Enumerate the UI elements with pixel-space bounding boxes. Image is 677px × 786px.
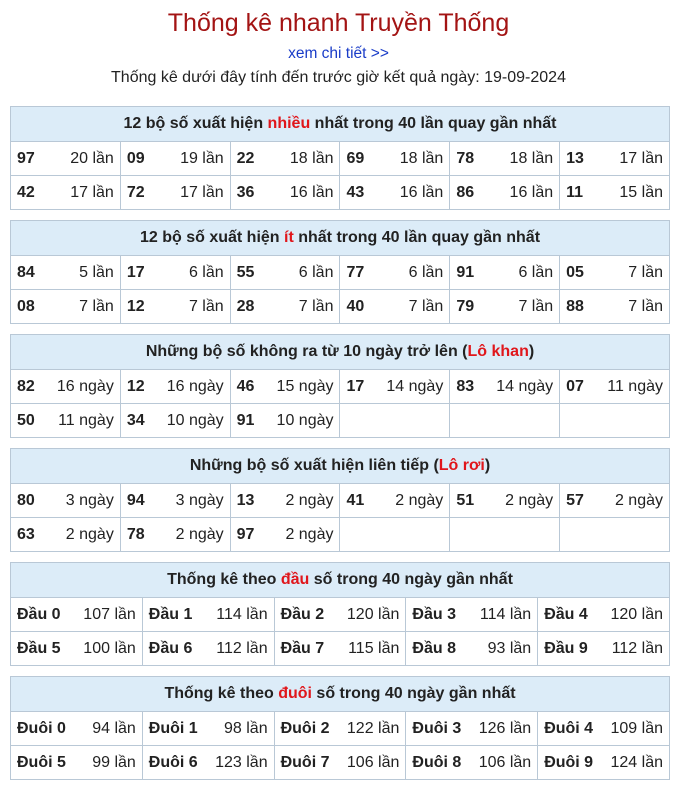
stat-cell: Đầu 2 120 lần xyxy=(274,598,406,632)
most-frequent-table xyxy=(10,106,670,210)
stat-cell: 17 14 ngày xyxy=(340,370,450,404)
stat-cell: Đuôi 7 106 lần xyxy=(274,746,406,780)
stat-cell: 08 7 lần xyxy=(11,290,121,324)
section-header: Thống kê theo đầu số trong 40 ngày gần nhất xyxy=(11,563,670,598)
section-header: Những bộ số không ra từ 10 ngày trở lên (Lô khan) xyxy=(11,335,670,370)
stat-cell: Đuôi 2 122 lần xyxy=(274,712,406,746)
lo-khan-table xyxy=(10,334,670,438)
stat-cell: 80 3 ngày xyxy=(11,484,121,518)
stat-cell: Đuôi 8 106 lần xyxy=(406,746,538,780)
table-row xyxy=(11,370,670,404)
stat-cell: 50 11 ngày xyxy=(11,404,121,438)
table-row xyxy=(11,484,670,518)
stat-cell: 42 17 lần xyxy=(11,176,121,210)
section-header: Thống kê theo đuôi số trong 40 ngày gần nhất xyxy=(11,677,670,712)
table-row xyxy=(11,142,670,176)
stat-cell: Đầu 4 120 lần xyxy=(538,598,670,632)
stat-cell: 05 7 lần xyxy=(560,256,670,290)
stat-cell: 43 16 lần xyxy=(340,176,450,210)
tail-digit-table xyxy=(10,676,670,780)
stat-cell xyxy=(450,404,560,438)
stat-cell: 13 17 lần xyxy=(560,142,670,176)
page-title: Thống kê nhanh Truyền Thống xyxy=(167,9,510,37)
table-row xyxy=(11,518,670,552)
head-digit-table xyxy=(10,562,670,666)
stat-cell: 94 3 ngày xyxy=(120,484,230,518)
stat-cell: 12 16 ngày xyxy=(120,370,230,404)
view-details-link[interactable]: xem chi tiết >> xyxy=(288,45,389,62)
stat-cell: 40 7 lần xyxy=(340,290,450,324)
stat-cell: 34 10 ngày xyxy=(120,404,230,438)
stat-cell: 17 6 lần xyxy=(120,256,230,290)
table-row xyxy=(11,712,670,746)
stat-cell: 78 18 lần xyxy=(450,142,560,176)
stat-cell xyxy=(450,518,560,552)
stat-cell xyxy=(340,518,450,552)
stat-cell: 36 16 lần xyxy=(230,176,340,210)
table-row xyxy=(11,632,670,666)
stat-cell: Đầu 8 93 lần xyxy=(406,632,538,666)
table-row xyxy=(11,598,670,632)
stat-cell: Đầu 1 114 lần xyxy=(142,598,274,632)
section-header: 12 bộ số xuất hiện nhiều nhất trong 40 lần quay gần nhất xyxy=(11,107,670,142)
stat-cell: Đầu 0 107 lần xyxy=(11,598,143,632)
stat-cell: 97 20 lần xyxy=(11,142,121,176)
stat-cell: 97 2 ngày xyxy=(230,518,340,552)
stat-cell xyxy=(560,518,670,552)
stat-cell: 82 16 ngày xyxy=(11,370,121,404)
least-frequent-table xyxy=(10,220,670,324)
stat-cell: 41 2 ngày xyxy=(340,484,450,518)
stat-cell: 22 18 lần xyxy=(230,142,340,176)
stat-cell: 91 10 ngày xyxy=(230,404,340,438)
section-header: Những bộ số xuất hiện liên tiếp (Lô rơi) xyxy=(11,449,670,484)
stat-cell: 13 2 ngày xyxy=(230,484,340,518)
stat-cell: 07 11 ngày xyxy=(560,370,670,404)
stat-cell: Đuôi 4 109 lần xyxy=(538,712,670,746)
stat-cell: Đầu 6 112 lần xyxy=(142,632,274,666)
stat-cell: 83 14 ngày xyxy=(450,370,560,404)
stat-cell: Đầu 9 112 lần xyxy=(538,632,670,666)
table-row xyxy=(11,404,670,438)
stat-cell: Đuôi 6 123 lần xyxy=(142,746,274,780)
table-row xyxy=(11,176,670,210)
page-subtitle: Thống kê dưới đây tính đến trước giờ kết quả ngày: 19-09-2024 xyxy=(111,69,566,86)
stat-cell: Đuôi 1 98 lần xyxy=(142,712,274,746)
stat-cell: 28 7 lần xyxy=(230,290,340,324)
stat-cell: Đuôi 3 126 lần xyxy=(406,712,538,746)
table-row xyxy=(11,256,670,290)
stat-cell: 78 2 ngày xyxy=(120,518,230,552)
table-row xyxy=(11,746,670,780)
stat-cell: 77 6 lần xyxy=(340,256,450,290)
stat-cell: 51 2 ngày xyxy=(450,484,560,518)
section-header: 12 bộ số xuất hiện ít nhất trong 40 lần quay gần nhất xyxy=(11,221,670,256)
stat-cell: 79 7 lần xyxy=(450,290,560,324)
stat-cell: 88 7 lần xyxy=(560,290,670,324)
stat-cell: 11 15 lần xyxy=(560,176,670,210)
stat-cell: 09 19 lần xyxy=(120,142,230,176)
stat-cell: 12 7 lần xyxy=(120,290,230,324)
stat-cell: 55 6 lần xyxy=(230,256,340,290)
stat-cell: Đuôi 5 99 lần xyxy=(11,746,143,780)
stat-cell: 72 17 lần xyxy=(120,176,230,210)
page-header xyxy=(0,0,677,88)
stat-cell: Đầu 3 114 lần xyxy=(406,598,538,632)
stat-cell: 63 2 ngày xyxy=(11,518,121,552)
stat-cell: 86 16 lần xyxy=(450,176,560,210)
stat-cell xyxy=(340,404,450,438)
stat-cell: Đuôi 9 124 lần xyxy=(538,746,670,780)
stat-cell xyxy=(560,404,670,438)
lo-roi-table xyxy=(10,448,670,552)
stat-cell: 84 5 lần xyxy=(11,256,121,290)
stat-cell: Đầu 5 100 lần xyxy=(11,632,143,666)
stat-cell: 46 15 ngày xyxy=(230,370,340,404)
stat-cell: 57 2 ngày xyxy=(560,484,670,518)
stat-cell: Đầu 7 115 lần xyxy=(274,632,406,666)
stat-cell: 69 18 lần xyxy=(340,142,450,176)
stat-cell: 91 6 lần xyxy=(450,256,560,290)
stat-cell: Đuôi 0 94 lần xyxy=(11,712,143,746)
table-row xyxy=(11,290,670,324)
